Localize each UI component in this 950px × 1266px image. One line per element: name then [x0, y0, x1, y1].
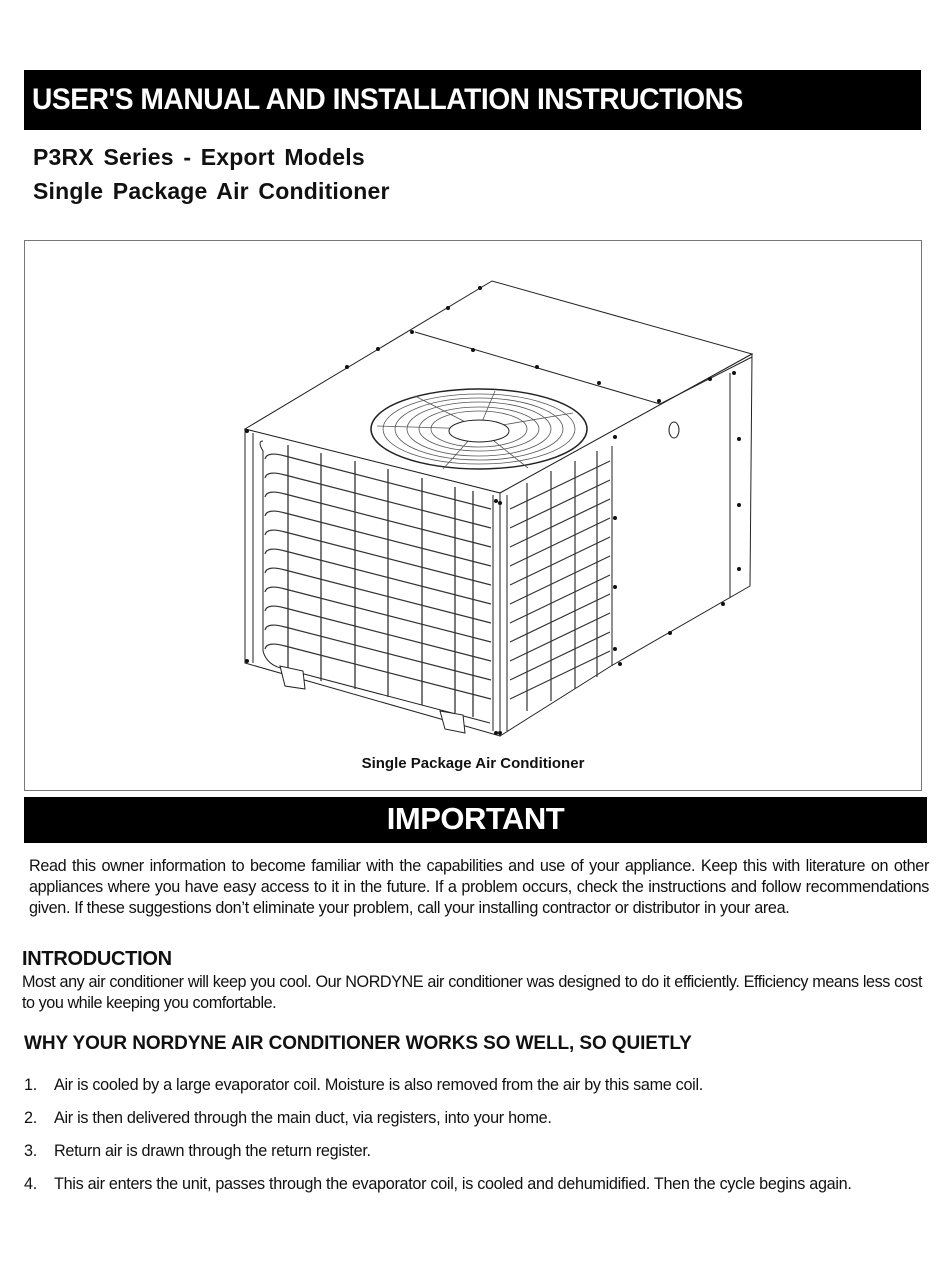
manual-title-bar	[24, 70, 921, 130]
list-item-text: This air enters the unit, passes through the evaporator coil, is cooled and dehumidified. Then the cycle begins again.	[54, 1175, 852, 1193]
why-section-list	[24, 1076, 934, 1208]
introduction-heading: INTRODUCTION	[22, 948, 172, 970]
figure-box	[24, 240, 922, 791]
product-subtitle: Single Package Air Conditioner	[33, 178, 390, 204]
figure-caption: Single Package Air Conditioner	[361, 755, 585, 772]
series-subtitle: P3RX Series - Export Models	[33, 144, 365, 170]
list-item-number: 3.	[24, 1142, 37, 1160]
list-item-number: 2.	[24, 1109, 37, 1127]
list-item	[24, 1175, 934, 1208]
list-item-number: 1.	[24, 1076, 37, 1094]
list-item-number: 4.	[24, 1175, 37, 1193]
introduction-paragraph: Most any air conditioner will keep you cool. Our NORDYNE air conditioner was designed to do it efficiently. Efficiency means less cost to you while keeping you comfortable.	[22, 973, 922, 1012]
important-banner	[24, 797, 927, 843]
list-item	[24, 1076, 934, 1109]
list-item	[24, 1142, 934, 1175]
list-item-text: Air is then delivered through the main duct, via registers, into your home.	[54, 1109, 552, 1127]
manual-title: USER'S MANUAL AND INSTALLATION INSTRUCTIONS	[32, 83, 743, 116]
list-item	[24, 1109, 934, 1142]
list-item-text: Return air is drawn through the return register.	[54, 1142, 371, 1160]
list-item-text: Air is cooled by a large evaporator coil. Moisture is also removed from the air by this same coil.	[54, 1076, 703, 1094]
important-paragraph: Read this owner information to become familiar with the capabilities and use of your appliance. Keep this with literature on other appliances where you have easy access to it in the future. If a problem occurs, check the instructions and follow recommendations given. If these suggestions don’t eliminate your problem, call your installing contractor or distributor in your area.	[29, 857, 929, 917]
important-heading: IMPORTANT	[386, 801, 565, 836]
why-section-heading: WHY YOUR NORDYNE AIR CONDITIONER WORKS SO WELL, SO QUIETLY	[24, 1033, 692, 1054]
air-conditioner-unit-illustration-icon	[235, 271, 765, 741]
